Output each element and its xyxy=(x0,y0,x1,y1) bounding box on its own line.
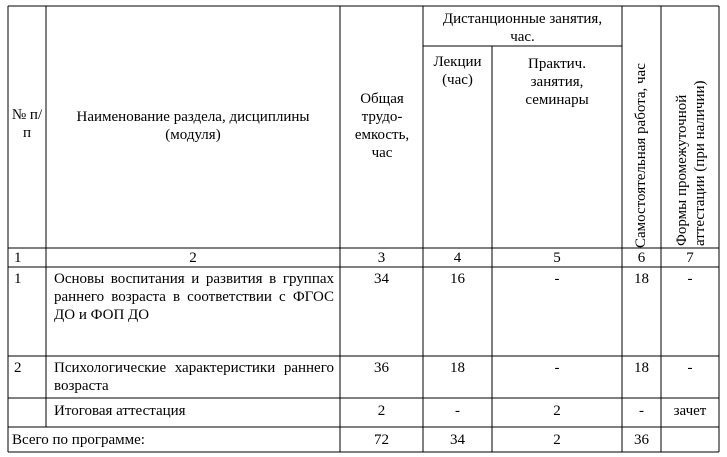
colnum-3: 3 xyxy=(377,250,386,266)
row-forms: зачет xyxy=(673,403,707,419)
colnum-1: 1 xyxy=(14,250,22,266)
row-forms: - xyxy=(687,271,693,287)
header-distance: Дистанционные занятия, час. xyxy=(442,11,603,45)
row-lectures: 16 xyxy=(450,271,465,287)
total-lectures: 34 xyxy=(450,432,465,448)
header-num: № п/п xyxy=(11,107,43,141)
row-total: 34 xyxy=(374,271,389,287)
row-selfwork: - xyxy=(639,403,644,419)
row-selfwork: 18 xyxy=(634,271,649,287)
total-selfwork: 36 xyxy=(634,432,649,448)
row-forms: - xyxy=(687,360,693,376)
colnum-2: 2 xyxy=(189,250,197,266)
total-label: Всего по программе: xyxy=(12,432,145,448)
header-practice: Практич. занятия, семинары xyxy=(525,56,589,108)
row-selfwork: 18 xyxy=(634,360,649,376)
colnum-7: 7 xyxy=(686,250,694,266)
total-hours: 72 xyxy=(374,432,389,448)
row-name: Итоговая аттестация xyxy=(54,403,186,419)
row-name: Психологические характеристики раннего возраста xyxy=(54,360,334,394)
row-lectures: 18 xyxy=(450,360,465,376)
row-practice: - xyxy=(554,360,560,376)
row-num: 2 xyxy=(14,360,22,376)
header-selfwork: Самостоятельная работа, час xyxy=(633,63,649,248)
header-forms-line1: Формы промежуточной xyxy=(674,94,690,246)
total-practice: 2 xyxy=(553,432,561,448)
header-total: Общая трудо-емкость, час xyxy=(354,91,410,161)
header-name: Наименование раздела, дисциплины (модуля) xyxy=(76,109,310,143)
row-total: 36 xyxy=(374,360,389,376)
colnum-5: 5 xyxy=(553,250,561,266)
header-forms-line2: аттестации (при наличии) xyxy=(692,80,708,246)
colnum-4: 4 xyxy=(453,250,462,266)
header-lectures: Лекции (час) xyxy=(433,54,482,88)
row-num: 1 xyxy=(14,271,22,287)
colnum-6: 6 xyxy=(637,250,646,266)
row-total: 2 xyxy=(377,403,386,419)
row-lectures: - xyxy=(455,403,460,419)
row-practice: 2 xyxy=(553,403,561,419)
row-name: Основы воспитания и развития в группах раннего возраста в соответствии с ФГОС ДО и ФОП ДО xyxy=(54,271,334,323)
row-practice: - xyxy=(554,271,560,287)
